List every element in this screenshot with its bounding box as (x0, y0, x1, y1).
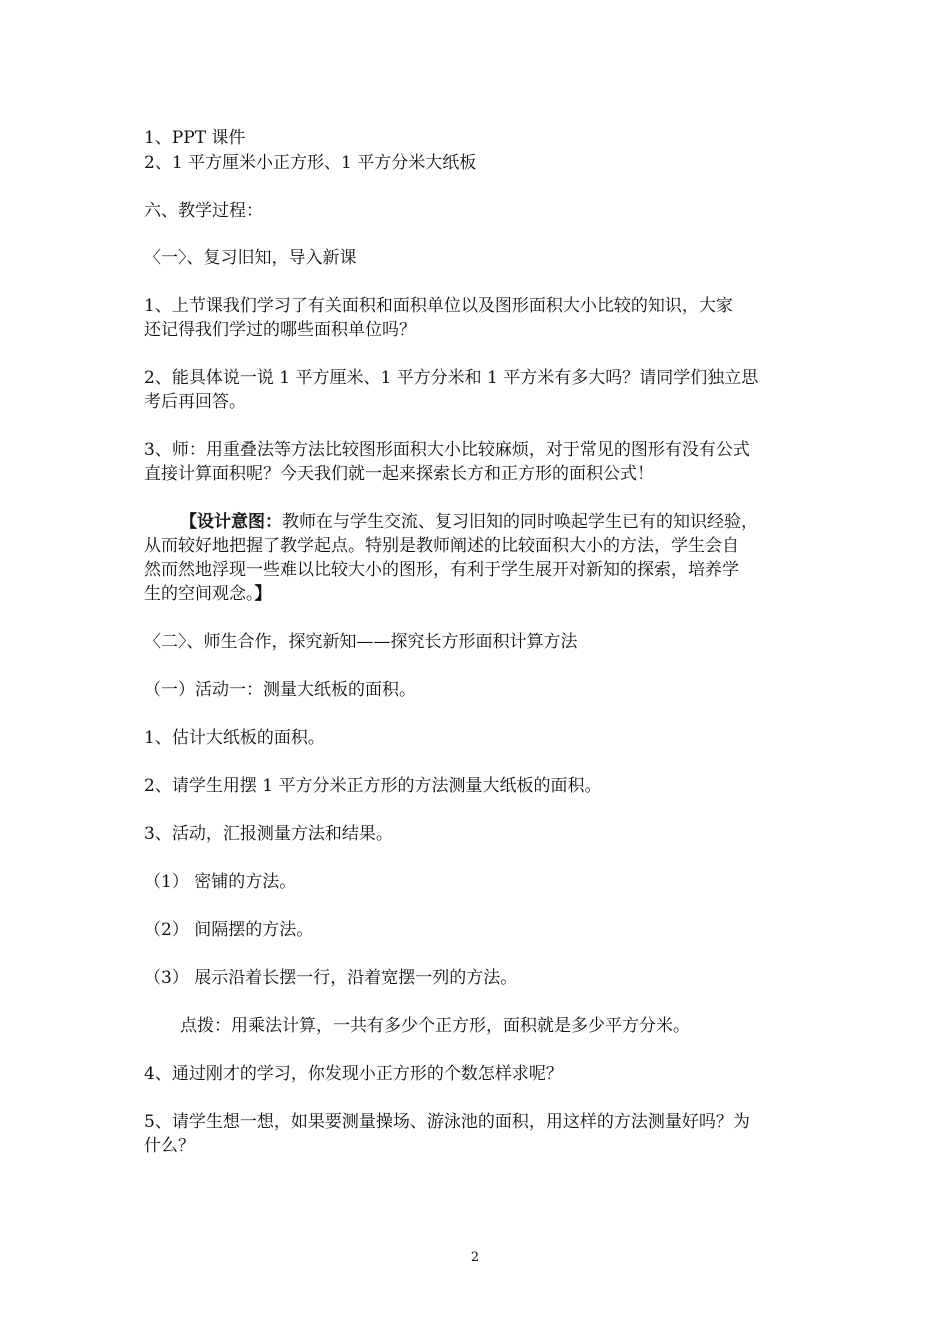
activity-step-4: 4、通过刚才的学习，你发现小正方形的个数怎样求呢？ (144, 1064, 563, 1084)
page-number: 2 (470, 1250, 480, 1265)
method-item-3: （3） 展示沿着长摆一行，沿着宽摆一列的方法。 (144, 968, 518, 988)
activity-step-5-line-1: 5、请学生想一想，如果要测量操场、游泳池的面积，用这样的方法测量好吗？为 (144, 1112, 750, 1132)
design-intent-text-end: 生的空间观念。 (144, 584, 255, 604)
design-intent-line-2: 从而较好地把握了教学起点。特别是教师阐述的比较面积大小的方法，学生会自 (144, 536, 739, 556)
guidance-note: 点拨：用乘法计算，一共有多少个正方形，面积就是多少平方分米。 (180, 1016, 690, 1036)
paragraph-review-1-line-2: 还记得我们学过的哪些面积单位吗？ (144, 320, 416, 340)
design-intent-line-3: 然而然地浮现一些难以比较大小的图形，有利于学生展开对新知的探索，培养学 (144, 560, 739, 580)
materials-item-2: 2、1 平方厘米小正方形、1 平方分米大纸板 (144, 153, 477, 173)
paragraph-review-2-line-1: 2、能具体说一说 1 平方厘米、1 平方分米和 1 平方米有多大吗？请同学们独立思 (144, 368, 759, 388)
activity-step-5-line-2: 什么？ (144, 1136, 195, 1156)
paragraph-review-1-line-1: 1、上节课我们学习了有关面积和面积单位以及图形面积大小比较的知识，大家 (144, 296, 733, 316)
design-intent-close-bracket: 】 (254, 584, 272, 604)
paragraph-review-3-line-2: 直接计算面积呢？今天我们就一起来探索长方和正方形的面积公式！ (144, 464, 654, 484)
design-intent-line-1 (180, 510, 852, 534)
method-item-2: （2） 间隔摆的方法。 (144, 920, 314, 940)
paragraph-review-3-line-1: 3、师：用重叠法等方法比较图形面积大小比较麻烦，对于常见的图形有没有公式 (144, 440, 750, 460)
method-item-1: （1） 密铺的方法。 (144, 872, 297, 892)
design-intent-line-4 (144, 582, 816, 606)
design-intent-text: 教师在与学生交流、复习旧知的同时唤起学生已有的知识经验， (282, 512, 758, 532)
paragraph-review-2-line-2: 考后再回答。 (144, 392, 246, 412)
subsection-heading-2: 〈二〉、师生合作，探究新知——探究长方形面积计算方法 (144, 632, 578, 652)
activity-step-2: 2、请学生用摆 1 平方分米正方形的方法测量大纸板的面积。 (144, 776, 602, 796)
activity-step-3: 3、活动，汇报测量方法和结果。 (144, 824, 393, 844)
subsection-heading-1: 〈一〉、复习旧知，导入新课 (144, 248, 357, 268)
activity-step-1: 1、估计大纸板的面积。 (144, 728, 325, 748)
section-heading-teaching-process: 六、教学过程： (144, 201, 263, 221)
materials-item-1: 1、PPT 课件 (144, 128, 246, 148)
design-intent-label: 【设计意图： (180, 512, 282, 532)
activity-1-heading: （一）活动一：测量大纸板的面积。 (144, 680, 416, 700)
